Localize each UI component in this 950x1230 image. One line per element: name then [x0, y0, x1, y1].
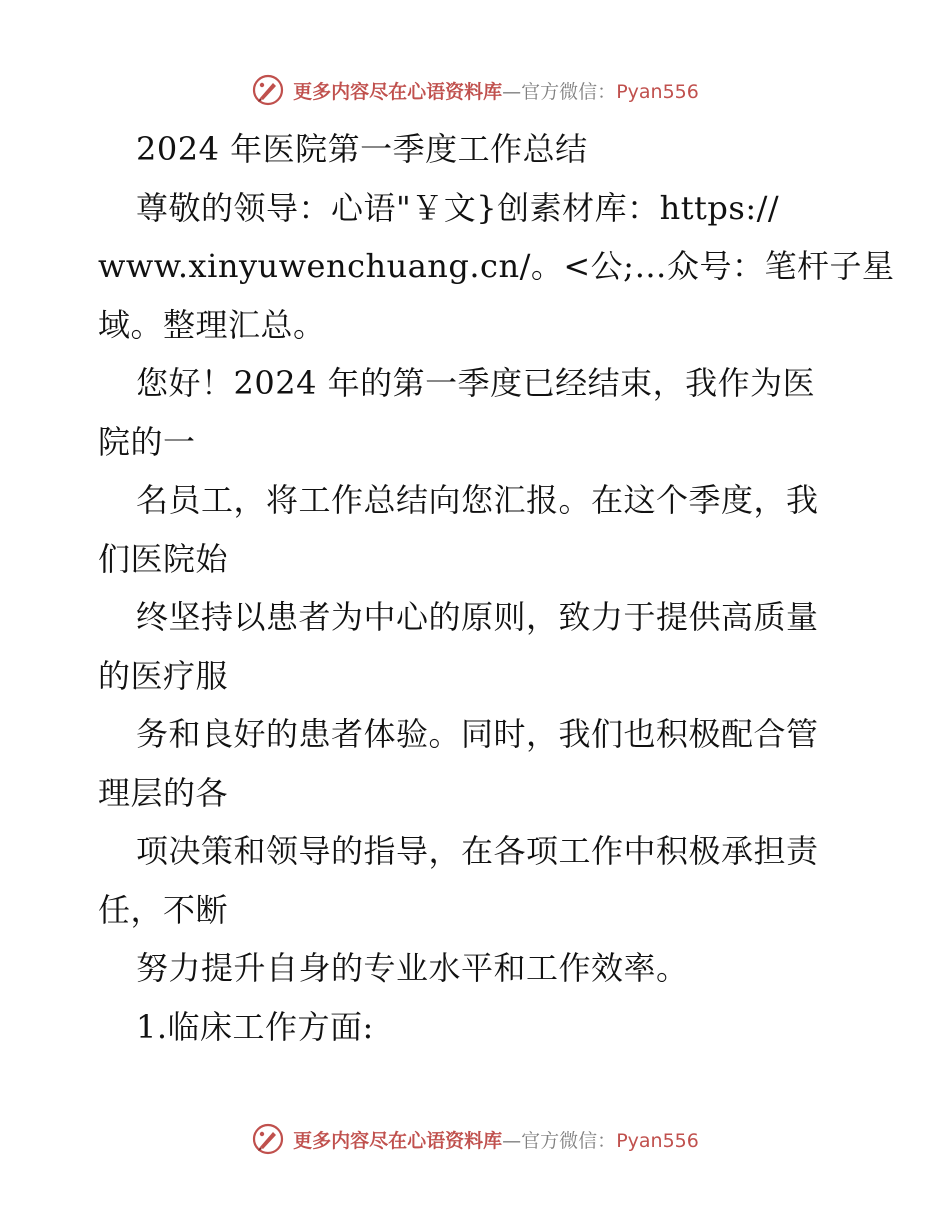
banner-dash: — — [502, 80, 522, 103]
document-line: 努力提升自身的专业水平和工作效率。 — [136, 949, 689, 987]
document-line: 名员工，将工作总结向您汇报。在这个季度，我 — [136, 481, 819, 519]
document-line: 们医院始 — [98, 539, 229, 578]
banner-text — [293, 1126, 699, 1153]
document-line: www.xinyuwenchuang.cn/。<公;…众号：笔杆子星 — [98, 247, 895, 285]
document-line: 的医疗服 — [98, 656, 229, 695]
header-banner-content — [251, 73, 699, 107]
document-line: 您好！2024 年的第一季度已经结束，我作为医 — [136, 364, 816, 402]
document-line: 尊敬的领导：心语"￥文}创素材库：https:// — [136, 188, 780, 227]
banner-wechat-label: 官方微信： — [521, 1129, 617, 1152]
footer-banner-content — [251, 1122, 699, 1156]
document-line: 项决策和领导的指导，在各项工作中积极承担责 — [136, 832, 819, 870]
banner-dash: — — [502, 1129, 522, 1152]
document-line: 终坚持以患者为中心的原则，致力于提供高质量 — [136, 598, 819, 636]
banner-wechat-id: Pyan556 — [616, 80, 699, 103]
banner-site-text: 更多内容尽在心语资料库 — [293, 1129, 503, 1152]
document-line: 务和良好的患者体验。同时，我们也积极配合管 — [136, 715, 819, 753]
banner-wechat-id: Pyan556 — [616, 1129, 699, 1152]
section-heading: 1.临床工作方面: — [136, 1007, 374, 1046]
document-line: 域。整理汇总。 — [98, 305, 326, 344]
document-body — [98, 120, 895, 1056]
header-banner — [0, 68, 950, 112]
document-line: 院的一 — [98, 422, 196, 461]
document-line: 任，不断 — [98, 890, 229, 929]
banner-wechat-label: 官方微信： — [521, 80, 617, 103]
quill-pen-logo-icon — [251, 73, 285, 107]
banner-text — [293, 77, 699, 104]
document-title: 2024 年医院第一季度工作总结 — [136, 130, 588, 168]
quill-pen-logo-icon — [251, 1122, 285, 1156]
banner-site-text: 更多内容尽在心语资料库 — [293, 80, 503, 103]
footer-banner — [0, 1117, 950, 1161]
document-line: 理层的各 — [98, 773, 229, 812]
